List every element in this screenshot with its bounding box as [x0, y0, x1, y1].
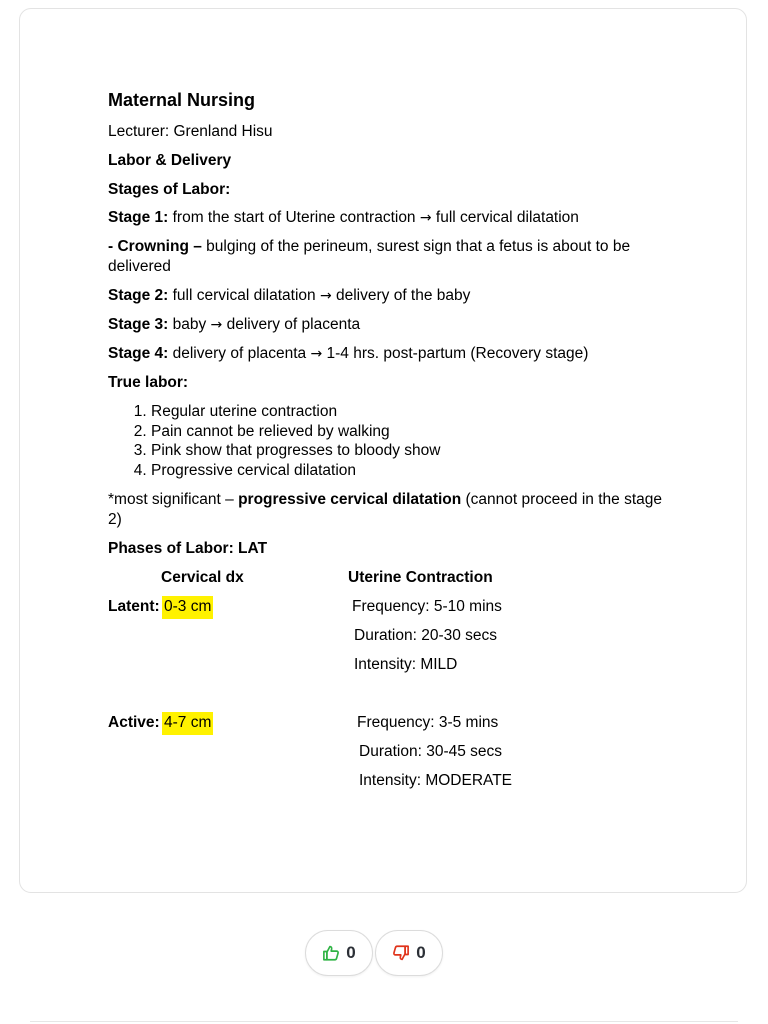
active-label: Active:	[108, 714, 160, 731]
topic-heading	[108, 151, 231, 171]
arrow-right-icon: →	[310, 346, 323, 362]
thumbs-up-icon	[322, 944, 340, 962]
phases-heading-text: Phases of Labor: LAT	[108, 540, 268, 557]
list-item: 3. Pink show that progresses to bloody show	[151, 441, 441, 461]
arrow-right-icon: →	[419, 210, 432, 226]
stage-3-label: Stage 3:	[108, 316, 169, 333]
true-labor-heading	[108, 373, 188, 393]
active-frequency: Frequency: 3-5 mins	[357, 714, 499, 731]
latent-duration: Duration: 20-30 secs	[354, 627, 498, 644]
active-row	[108, 713, 213, 733]
topic-text: Labor & Delivery	[108, 152, 232, 169]
lecturer-line: Lecturer: Grenland Hisu	[108, 123, 273, 140]
crowning-text: bulging of the perineum, surest sign that a fetus is about to be delivered	[108, 238, 631, 275]
significant-bold: progressive cervical dilatation	[238, 491, 462, 508]
stage-2-text-a: full cervical dilatation	[168, 287, 320, 304]
thumbs-down-icon	[392, 944, 410, 962]
stages-heading	[108, 180, 230, 200]
stage-2-label: Stage 2:	[108, 287, 169, 304]
stage-1-line	[108, 208, 579, 228]
stage-1-label: Stage 1:	[108, 209, 169, 226]
arrow-right-icon: →	[210, 317, 223, 333]
active-intensity: Intensity: MODERATE	[359, 772, 513, 789]
stage-3-text-a: baby	[168, 316, 211, 333]
upvote-button[interactable]	[305, 930, 373, 976]
downvote-count: 0	[416, 943, 426, 962]
arrow-right-icon: →	[319, 288, 332, 304]
stage-2-line	[108, 286, 470, 306]
latent-label: Latent:	[108, 598, 160, 615]
list-item: 2. Pain cannot be relieved by walking	[151, 422, 441, 442]
true-labor-heading-text: True labor:	[108, 374, 189, 391]
list-item: 4. Progressive cervical dilatation	[151, 461, 441, 481]
stage-4-text-b: 1-4 hrs. post-partum (Recovery stage)	[322, 345, 589, 362]
column-header-uterine-text: Uterine Contraction	[348, 569, 493, 586]
true-labor-list	[108, 402, 441, 481]
significant-prefix: *most significant –	[108, 491, 239, 508]
upvote-count: 0	[346, 943, 356, 962]
stage-3-text-b: delivery of placenta	[222, 316, 361, 333]
latent-frequency: Frequency: 5-10 mins	[352, 598, 502, 615]
stage-4-line	[108, 344, 588, 364]
stage-4-label: Stage 4:	[108, 345, 169, 362]
latent-value-highlight: 0-3 cm	[162, 596, 213, 619]
stage-2-text-b: delivery of the baby	[331, 287, 471, 304]
page-divider	[30, 1021, 738, 1022]
column-header-uterine	[348, 568, 493, 588]
stages-heading-text: Stages of Labor:	[108, 181, 231, 198]
significant-suffix: (cannot proceed in the stage 2)	[108, 491, 662, 528]
list-item: 1. Regular uterine contraction	[151, 402, 441, 422]
downvote-button[interactable]	[375, 930, 443, 976]
phases-heading	[108, 539, 267, 559]
column-header-cervical	[161, 568, 244, 588]
active-value-highlight: 4-7 cm	[162, 712, 213, 735]
stage-3-line	[108, 315, 360, 335]
crowning-label: - Crowning –	[108, 238, 202, 255]
stage-1-text-b: full cervical dilatation	[431, 209, 579, 226]
latent-intensity: Intensity: MILD	[354, 656, 458, 673]
latent-row	[108, 597, 213, 617]
stage-4-text-a: delivery of placenta	[168, 345, 311, 362]
column-header-cervical-text: Cervical dx	[161, 569, 244, 586]
crowning-paragraph	[108, 237, 676, 277]
significant-paragraph	[108, 490, 676, 530]
active-duration: Duration: 30-45 secs	[359, 743, 503, 760]
document-title: Maternal Nursing	[108, 90, 256, 110]
stage-1-text-a: from the start of Uterine contraction	[168, 209, 420, 226]
